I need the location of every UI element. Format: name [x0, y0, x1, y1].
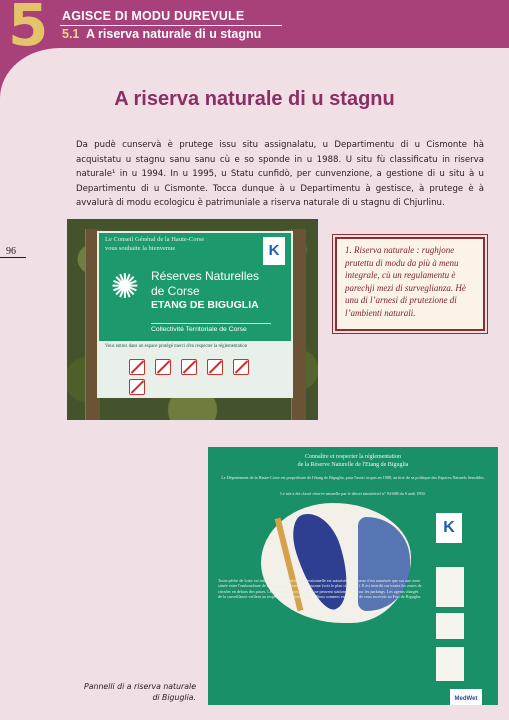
corsica-star-icon: ✺	[110, 267, 140, 307]
panel-title	[208, 453, 498, 469]
no-hunting-icon	[181, 359, 197, 375]
section-number: 5.1	[62, 27, 80, 41]
sign-divider	[151, 323, 271, 324]
department-logo: K	[263, 237, 285, 265]
no-fire-icon	[233, 359, 249, 375]
no-fishing-icon	[155, 359, 171, 375]
footnote-box	[335, 237, 485, 331]
panel-decree: Le site a été classé réserve naturelle par le décret ministériel n° 94-688 du 9 août 1994.	[280, 491, 426, 496]
reserve-sign	[97, 231, 293, 398]
panel-title-line1: Connaître et respecter la réglementation	[305, 454, 401, 460]
no-camping-icon	[129, 379, 145, 395]
chapter-title: AGISCE DI MODU DUREVULE	[62, 9, 245, 23]
photo-regulation-panel	[208, 447, 498, 705]
page-number: 96	[6, 246, 16, 257]
panel-side-column	[426, 507, 490, 702]
sign-line-corse: de Corse	[151, 284, 200, 298]
panel-map-inset-3	[436, 647, 464, 681]
panel-department-logo: K	[436, 513, 462, 543]
prohibition-pictograms	[129, 359, 269, 377]
medwet-logo: MedWet	[450, 689, 482, 705]
page-number-rule	[0, 257, 26, 258]
sign-post-right	[291, 229, 306, 420]
photo-caption: Pannelli di a riserva naturale di Biguglia.	[84, 682, 196, 702]
sign-welcome-line1: Le Conseil Général de la Haute-Corse	[105, 236, 205, 243]
body-paragraph: Da pudè cunservà è prutege issu situ assignalatu, u Departimentu di u Cismonte hà acquistatu u stagnu sanu sanu cù e so sponde in u 1988. U situ fù classificatu in riserva naturale¹ in u 1994. In u 1995, u Statu cunfidò, per cunvenzione, a gestione di u situ à u Departimentu di u Cismonte. Tocca dunque à u Departimentu à gestisce, à prutege è à avvalurà di modu ecologicu è patrimuniale a riserva naturale di u stagnu di Chjurlinu.	[76, 140, 484, 208]
panel-rules: Toute pêche de loisir est interdite, seule la pêche professionnelle est autorisée. Le chasse n'est autorisée que sur une zone située entre l'embouchure de l'étang et le ruisseau du Fossone (voir le plan ci-contre). Il est interdit sur toutes les zones de circuler en dehors des pistes. Les véhicules non autorisés ne peuvent stationner que sur les parkings. Les agents chargés de la surveillance veillent au respect de la réglementation. Nous sommes en mesure de vous recevoir au Fort de Biguglia.	[218, 578, 422, 600]
no-vehicles-icon	[207, 359, 223, 375]
page-title: A riserva naturale di u stagnu	[114, 88, 395, 110]
sign-rules-text: Vous entrez dans un espace protégé merci d'en respecter la réglementation	[105, 344, 248, 349]
no-dogs-icon	[129, 359, 145, 375]
panel-map-inset-1	[436, 567, 464, 607]
panel-title-line2: de la Réserve Naturelle de l'Etang de Biguglia	[297, 462, 409, 468]
panel-intro: Le Département de la Haute-Corse est propriétaire de l'étang de Biguglia, pour l'avoir acquis en 1988, au titre de sa politique des Espaces Naturels Sensibles.	[221, 475, 485, 480]
header-divider	[60, 25, 282, 26]
sign-line-collectivite: Collectivité Territoriale de Corse	[151, 326, 247, 333]
sign-line-etang: ETANG DE BIGUGLIA	[151, 299, 259, 311]
sign-line-reserves: Réserves Naturelles	[151, 269, 260, 283]
sign-welcome-line2: vous souhaite la bienvenue	[105, 245, 176, 252]
chapter-number: 5	[8, 0, 49, 59]
footnote-text: 1. Riserva naturale : rughjone prutettu di modu da più à menu integrale, cù un regulamentu è parechji mezi di surveglianza. Hè unu di l’arnesi di prutezione di l’ambienti naturali.	[345, 245, 466, 318]
panel-map-inset-2	[436, 613, 464, 639]
section-title: A riserva naturale di u stagnu	[86, 27, 262, 41]
photo-entrance-sign	[67, 219, 318, 420]
